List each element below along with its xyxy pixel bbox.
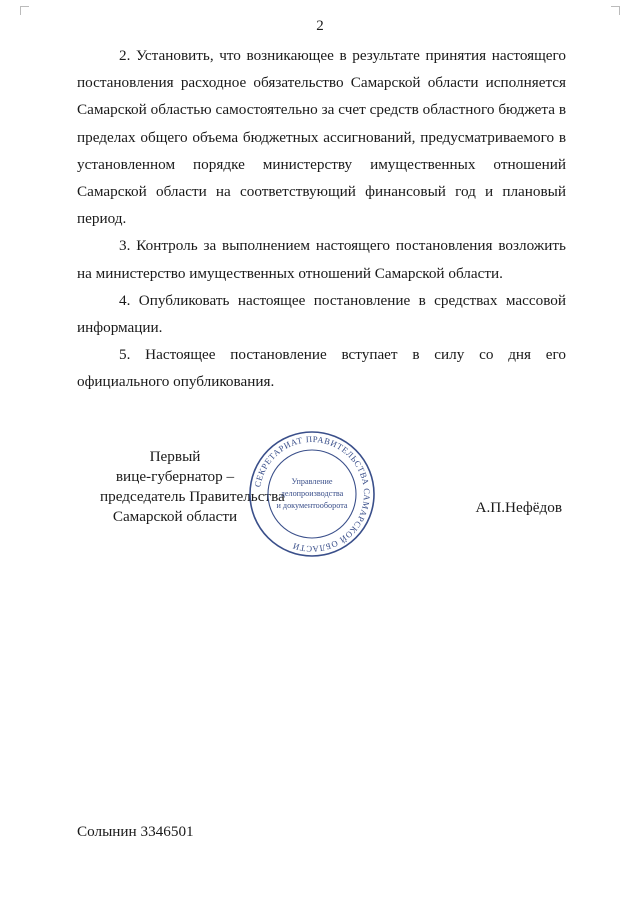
page-number: 2 bbox=[316, 18, 324, 34]
paragraph-5: 5. Настоящее постановление вступает в силу со дня его официального опубликования. bbox=[77, 346, 566, 391]
document-body bbox=[77, 42, 566, 396]
scan-corner-mark bbox=[611, 6, 620, 15]
signatory-title-line: вице-губернатор – bbox=[115, 468, 235, 485]
stamp-ring-text: СЕКРЕТАРИАТ ПРАВИТЕЛЬСТВА САМАРСКОЙ ОБЛАСТИ bbox=[252, 433, 373, 555]
paragraph-3: 3. Контроль за выполнением настоящего постановления возложить на министерство имущественных отношений Самарской области. bbox=[77, 237, 566, 282]
signatory-title-line: Самарской области bbox=[112, 508, 238, 525]
signatory-name: А.П.Нефёдов bbox=[475, 499, 562, 516]
official-stamp bbox=[247, 429, 377, 559]
stamp-line: и документооборота bbox=[276, 501, 348, 510]
stamp-line: делопроизводства bbox=[280, 489, 344, 498]
signatory-title-line: председатель Правительства bbox=[100, 488, 285, 505]
scan-corner-mark bbox=[20, 6, 29, 15]
stamp-line: Управление bbox=[291, 477, 333, 486]
executor-note: Солынин 3346501 bbox=[77, 823, 194, 840]
signatory-title-line: Первый bbox=[149, 448, 201, 465]
paragraph-2: 2. Установить, что возникающее в результате принятия настоящего постановления расходное обязательство Самарской области исполняется Самарской областью самостоятельно за счет средств областного бюджета в пределах общего объема бюджетных ассигнований, предусматриваемого в установленном порядке министерству имущественных отношений Самарской области на соответствующий финансовый год и плановый период. bbox=[77, 47, 566, 228]
signatory-title bbox=[100, 447, 285, 527]
paragraph-4: 4. Опубликовать настоящее постановление в средствах массовой информации. bbox=[77, 291, 566, 337]
